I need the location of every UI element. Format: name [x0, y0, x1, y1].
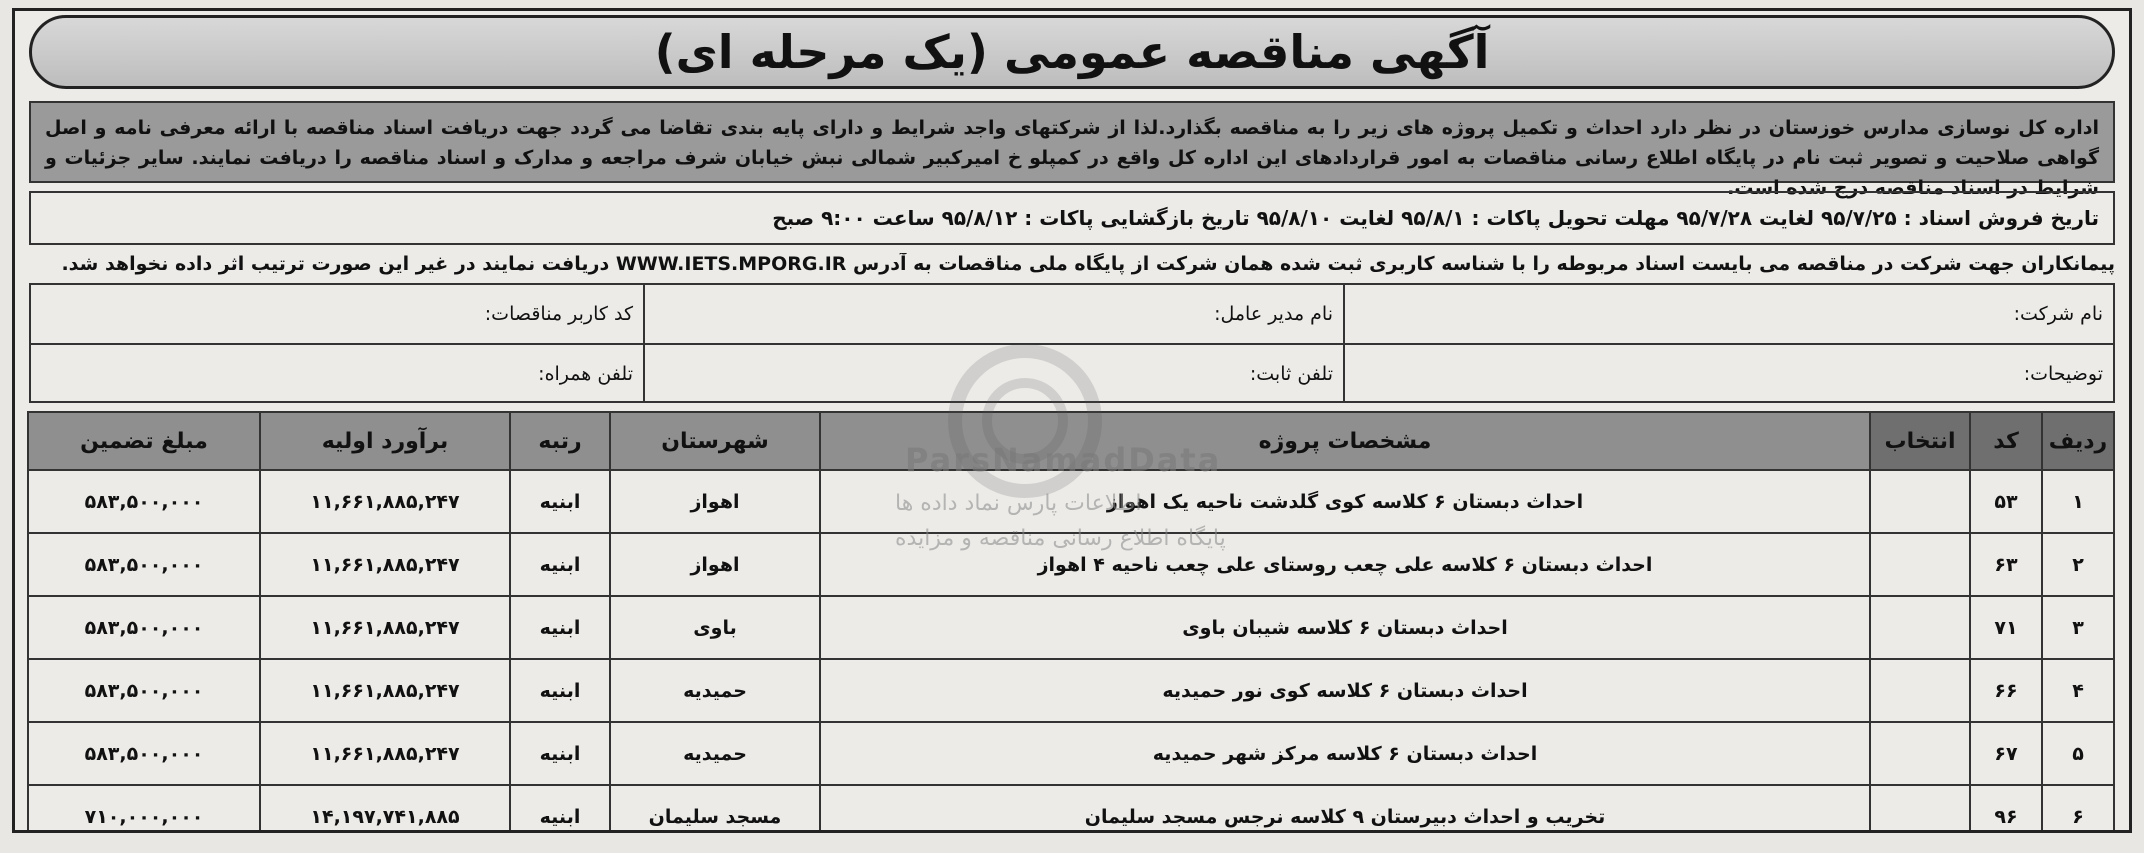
project-code: ۵۳	[1970, 470, 2042, 533]
watermark-line-2: پایگاه اطلاع رسانی مناقصه و مزایده	[895, 526, 1226, 551]
row-number: ۶	[2042, 785, 2114, 833]
watermark-line-1: اطلاعات پارس نماد داده ها	[895, 491, 1142, 516]
header-row-number: ردیف	[2042, 412, 2114, 470]
mobile-field[interactable]	[31, 345, 643, 403]
estimate: ۱۱,۶۶۱,۸۸۵,۲۴۷	[260, 533, 510, 596]
user-code-label: کد کاربر مناقصات:	[484, 303, 633, 325]
project-description: احداث دبستان ۶ کلاسه مرکز شهر حمیدیه	[820, 722, 1870, 785]
rank: ابنیه	[510, 533, 610, 596]
row-number: ۲	[2042, 533, 2114, 596]
mobile-label: تلفن همراه:	[538, 363, 633, 385]
table-row	[28, 722, 2114, 785]
guarantee: ۷۱۰,۰۰۰,۰۰۰	[28, 785, 260, 833]
header-code: کد	[1970, 412, 2042, 470]
rank: ابنیه	[510, 470, 610, 533]
estimate: ۱۴,۱۹۷,۷۴۱,۸۸۵	[260, 785, 510, 833]
estimate: ۱۱,۶۶۱,۸۸۵,۲۴۷	[260, 722, 510, 785]
header-rank: رتبه	[510, 412, 610, 470]
company-name-label: نام شرکت:	[2013, 303, 2103, 325]
description-field[interactable]	[1343, 345, 2113, 403]
select-cell[interactable]	[1870, 470, 1970, 533]
header-project: مشخصات پروژه	[820, 412, 1870, 470]
select-cell[interactable]	[1870, 533, 1970, 596]
project-code: ۹۶	[1970, 785, 2042, 833]
registration-notice: پیمانکاران جهت شرکت در مناقصه می بایست اسناد مربوطه را با شناسه کاربری ثبت شده همان شرکت از پایگاه ملی مناقصات به آدرس WWW.IETS.MPORG.IR دریافت نمایند در غیر این صورت ترتیب اثر داده نخواهد شد.	[61, 253, 2115, 275]
watermark-brand: ParsNamadData	[905, 441, 1222, 479]
guarantee: ۵۸۳,۵۰۰,۰۰۰	[28, 722, 260, 785]
guarantee: ۵۸۳,۵۰۰,۰۰۰	[28, 470, 260, 533]
manager-name-field[interactable]	[643, 285, 1343, 343]
intro-paragraph: اداره کل نوسازی مدارس خوزستان در نظر دارد احداث و تکمیل پروژه های زیر را به مناقصه بگذارد.لذا از شرکتهای واجد شرایط و دارای پایه بندی تقاضا می گردد جهت دریافت اسناد مناقصه با ارائه معرفی نامه و اصل گواهی صلاحیت و تصویر ثبت نام در پایگاه اطلاع رسانی مناقصات به امور قراردادهای این اداره کل واقع در کمپلو خ امیرکبیر شمالی نبش خیابان شرف مراجعه و مدارک و اسناد مناقصه را دریافت نمایند. سایر جزئیات و شرایط در اسناد مناقصه درج شده است.	[29, 101, 2115, 183]
header-guarantee: مبلغ تضمین	[28, 412, 260, 470]
city: باوی	[610, 596, 820, 659]
form-row-2	[31, 345, 2113, 403]
city: مسجد سلیمان	[610, 785, 820, 833]
header-city: شهرستان	[610, 412, 820, 470]
city: اهواز	[610, 533, 820, 596]
notice-title: آگهی مناقصه عمومی (یک مرحله ای)	[654, 25, 1490, 79]
select-cell[interactable]	[1870, 785, 1970, 833]
select-cell[interactable]	[1870, 596, 1970, 659]
landline-field[interactable]	[643, 345, 1343, 403]
project-description: احداث دبستان ۶ کلاسه کوی نور حمیدیه	[820, 659, 1870, 722]
select-cell[interactable]	[1870, 722, 1970, 785]
project-description: احداث دبستان ۶ کلاسه کوی گلدشت ناحیه یک اهواز	[820, 470, 1870, 533]
table-row	[28, 659, 2114, 722]
manager-name-label: نام مدیر عامل:	[1214, 303, 1333, 325]
estimate: ۱۱,۶۶۱,۸۸۵,۲۴۷	[260, 659, 510, 722]
row-number: ۴	[2042, 659, 2114, 722]
project-description: تخریب و احداث دبیرستان ۹ کلاسه نرجس مسجد سلیمان	[820, 785, 1870, 833]
project-description: احداث دبستان ۶ کلاسه علی چعب روستای علی چعب ناحیه ۴ اهواز	[820, 533, 1870, 596]
table-row	[28, 596, 2114, 659]
rank: ابنیه	[510, 785, 610, 833]
project-code: ۶۶	[1970, 659, 2042, 722]
company-name-field[interactable]	[1343, 285, 2113, 343]
rank: ابنیه	[510, 596, 610, 659]
form-row-1	[31, 285, 2113, 345]
row-number: ۵	[2042, 722, 2114, 785]
project-code: ۶۷	[1970, 722, 2042, 785]
guarantee: ۵۸۳,۵۰۰,۰۰۰	[28, 596, 260, 659]
title-banner	[29, 15, 2115, 89]
tender-notice	[12, 8, 2132, 833]
row-number: ۱	[2042, 470, 2114, 533]
project-description: احداث دبستان ۶ کلاسه شیبان باوی	[820, 596, 1870, 659]
guarantee: ۵۸۳,۵۰۰,۰۰۰	[28, 659, 260, 722]
header-estimate: برآورد اولیه	[260, 412, 510, 470]
landline-label: تلفن ثابت:	[1249, 363, 1333, 385]
rank: ابنیه	[510, 722, 610, 785]
estimate: ۱۱,۶۶۱,۸۸۵,۲۴۷	[260, 596, 510, 659]
city: حمیدیه	[610, 722, 820, 785]
project-code: ۶۳	[1970, 533, 2042, 596]
estimate: ۱۱,۶۶۱,۸۸۵,۲۴۷	[260, 470, 510, 533]
select-cell[interactable]	[1870, 659, 1970, 722]
header-select: انتخاب	[1870, 412, 1970, 470]
contractor-form	[29, 283, 2115, 403]
guarantee: ۵۸۳,۵۰۰,۰۰۰	[28, 533, 260, 596]
table-row	[28, 785, 2114, 833]
project-code: ۷۱	[1970, 596, 2042, 659]
city: اهواز	[610, 470, 820, 533]
rank: ابنیه	[510, 659, 610, 722]
city: حمیدیه	[610, 659, 820, 722]
description-label: توضیحات:	[2023, 363, 2103, 385]
row-number: ۳	[2042, 596, 2114, 659]
dates-line: تاریخ فروش اسناد : ۹۵/۷/۲۵ لغایت ۹۵/۷/۲۸ مهلت تحویل پاکات : ۹۵/۸/۱ لغایت ۹۵/۸/۱۰ تاریخ بازگشایی پاکات : ۹۵/۸/۱۲ ساعت ۹:۰۰ صبح	[29, 191, 2115, 245]
user-code-field[interactable]	[31, 285, 643, 343]
